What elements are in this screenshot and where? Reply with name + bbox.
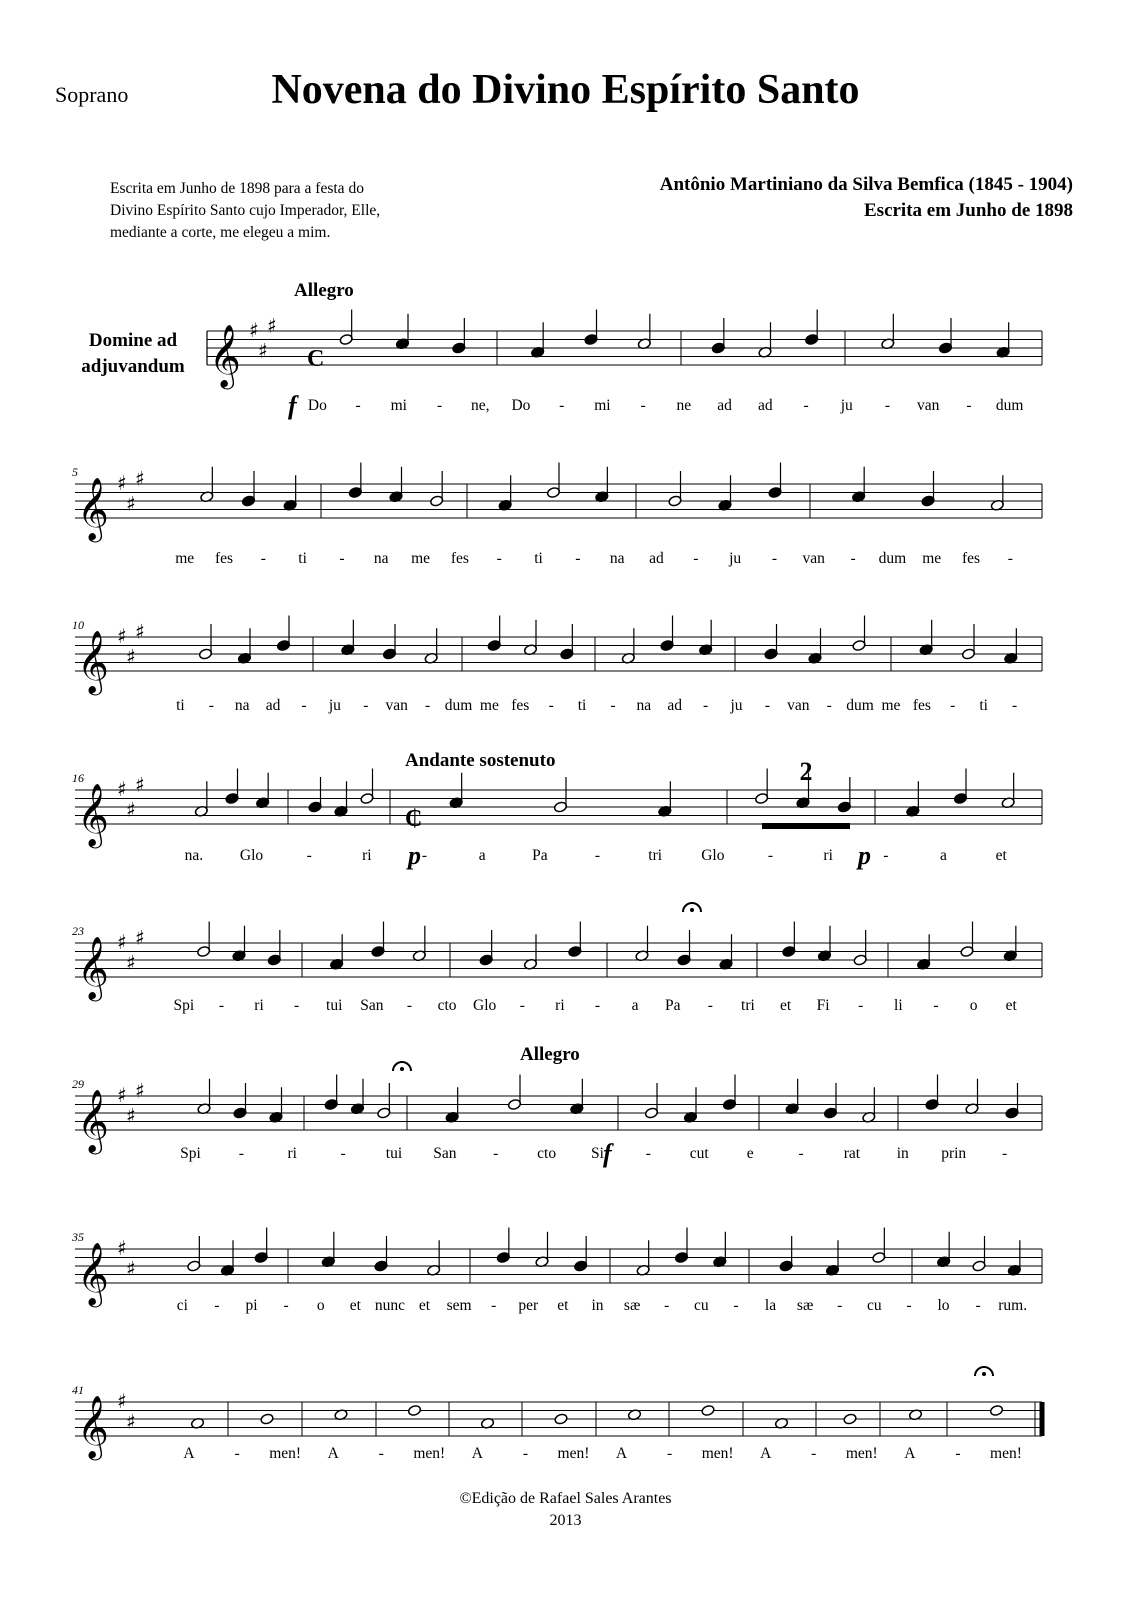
lyric-syllable: et	[418, 1297, 431, 1314]
lyric-syllable: -	[826, 697, 832, 714]
lyric-syllable: tui	[385, 1145, 403, 1162]
fermata-dot	[400, 1067, 404, 1071]
lyric-syllable: o	[969, 997, 978, 1014]
lyric-syllable: -	[933, 997, 939, 1014]
lyric-syllable: Pa	[532, 847, 548, 864]
lyric-syllable: la	[764, 1297, 777, 1314]
lyric-syllable: dum	[846, 697, 874, 714]
lyric-syllable: -	[884, 397, 891, 414]
lyric-syllable: ad	[265, 697, 281, 714]
lyric-syllable: tri	[648, 847, 663, 864]
measure-number: 16	[72, 771, 84, 785]
tempo-marking: Allegro	[294, 280, 354, 301]
key-sharp: ♯	[126, 1256, 136, 1281]
time-signature-cut: ₵	[405, 806, 423, 832]
lyric-syllable: A	[615, 1445, 628, 1462]
lyric-syllable: -	[1007, 550, 1013, 567]
key-sharp: ♯	[135, 466, 145, 491]
lyric-syllable: -	[798, 1145, 804, 1162]
lyric-syllable: -	[355, 397, 361, 414]
lyric-syllable: ri	[555, 997, 565, 1014]
lyric-syllable: -	[703, 697, 709, 714]
lyric-syllable: -	[575, 550, 581, 567]
tempo-marking: Allegro	[520, 1044, 580, 1065]
lyric-syllable: ti	[534, 550, 543, 567]
key-sharp: ♯	[117, 1082, 127, 1107]
lyric-syllable: -	[559, 397, 565, 414]
lyric-syllable: mi	[594, 397, 611, 414]
lyric-syllable: -	[883, 847, 889, 864]
lyric-syllable: van	[385, 697, 408, 714]
treble-clef: 𝄞	[77, 783, 109, 846]
lyric-syllable: men!	[701, 1445, 734, 1462]
lyric-syllable: -	[666, 1445, 673, 1462]
lyric-syllable: -	[491, 1297, 497, 1314]
lyric-syllable: -	[733, 1297, 739, 1314]
note-head	[989, 1404, 1003, 1416]
lyric-syllable: lo	[937, 1297, 950, 1314]
lyric-syllable: fes	[214, 550, 234, 567]
treble-clef: 𝄞	[77, 477, 109, 540]
key-sharp: ♯	[135, 1078, 145, 1103]
fermata-dot	[982, 1372, 986, 1376]
lyric-syllable: -	[218, 997, 224, 1014]
treble-clef: 𝄞	[77, 1089, 109, 1152]
lyric-syllable: li	[894, 997, 903, 1014]
key-sharp: ♯	[117, 470, 127, 495]
composer-name: Antônio Martiniano da Silva Bemfica (1845 - 1904)	[659, 174, 1073, 195]
lyric-syllable: -	[339, 550, 345, 567]
treble-clef: 𝄞	[77, 630, 109, 693]
lyric-syllable: ju	[328, 697, 341, 714]
lyric-syllable: men!	[413, 1445, 446, 1462]
lyric-syllable: et	[349, 1297, 361, 1314]
lyric-syllable: -	[771, 550, 778, 567]
lyric-syllable: A	[183, 1445, 195, 1462]
lyric-syllable: ti	[176, 697, 185, 714]
lyric-syllable: -	[645, 1145, 651, 1162]
lyric-syllable: Pa	[664, 997, 681, 1014]
dynamic-marking: f	[288, 391, 297, 420]
lyric-syllable: ju	[840, 397, 853, 414]
lyric-syllable: tri	[741, 997, 755, 1014]
lyric-syllable: et	[557, 1297, 569, 1314]
lyric-syllable: -	[664, 1297, 670, 1314]
lyric-syllable: -	[906, 1297, 912, 1314]
lyric-syllable: ri	[823, 847, 833, 864]
lyric-syllable: -	[425, 697, 431, 714]
lyric-syllable: a	[631, 997, 639, 1014]
lyric-syllable: -	[1011, 697, 1018, 714]
lyric-syllable: -	[301, 697, 307, 714]
lyric-syllable: ne	[676, 397, 692, 414]
lyric-syllable: men!	[845, 1445, 878, 1462]
lyric-syllable: -	[340, 1145, 346, 1162]
lyric-syllable: me	[411, 550, 431, 567]
composition-date: Escrita em Junho de 1898	[864, 200, 1073, 221]
lyric-syllable: -	[519, 997, 525, 1014]
lyric-syllable: rat	[843, 1145, 861, 1162]
key-sharp: ♯	[126, 644, 136, 669]
lyric-syllable: et	[1005, 997, 1017, 1014]
lyric-syllable: -	[1001, 1145, 1008, 1162]
lyric-syllable: Do	[307, 397, 327, 414]
key-sharp: ♯	[117, 776, 127, 801]
treble-clef: 𝄞	[77, 1395, 109, 1458]
multimeasure-rest	[762, 823, 850, 829]
measure-number: 10	[72, 618, 84, 632]
measure-number: 23	[72, 924, 84, 938]
lyric-syllable: -	[214, 1297, 220, 1314]
lyric-syllable: A	[327, 1445, 339, 1462]
lyric-syllable: ju	[730, 697, 743, 714]
measure-number: 5	[72, 465, 78, 479]
note-head	[407, 1404, 421, 1416]
treble-clef: 𝄞	[77, 1242, 109, 1305]
lyric-syllable: -	[707, 997, 713, 1014]
lyric-syllable: fes	[511, 697, 530, 714]
lyric-syllable: Glo	[701, 847, 725, 864]
lyric-syllable: Spi	[173, 997, 195, 1014]
lyric-syllable: sem	[446, 1297, 472, 1314]
lyric-syllable: -	[421, 847, 428, 864]
lyric-syllable: ti	[577, 697, 587, 714]
lyric-syllable: in	[896, 1145, 909, 1162]
lyric-syllable: fes	[450, 550, 469, 567]
lyric-syllable: -	[208, 697, 214, 714]
lyric-syllable: men!	[269, 1445, 302, 1462]
lyric-syllable: -	[764, 697, 770, 714]
lyric-syllable: ri	[362, 847, 372, 864]
edition-year: 2013	[549, 1512, 582, 1529]
lyric-syllable: prin	[941, 1145, 967, 1162]
lyric-syllable: Fi	[816, 997, 830, 1014]
lyric-syllable: van	[916, 397, 940, 414]
lyric-syllable: -	[858, 997, 864, 1014]
lyric-syllable: fes	[912, 697, 931, 714]
lyric-syllable: -	[436, 397, 443, 414]
lyric-syllable: -	[406, 997, 413, 1014]
lyric-syllable: van	[787, 697, 810, 714]
lyric-syllable: ad	[667, 697, 683, 714]
lyric-syllable: -	[260, 550, 266, 567]
lyric-syllable: -	[767, 847, 774, 864]
lyric-syllable: -	[610, 697, 616, 714]
lyric-syllable: ti	[298, 550, 307, 567]
lyric-syllable: ri	[254, 997, 264, 1014]
lyric-syllable: -	[234, 1445, 240, 1462]
treble-clef: 𝄞	[77, 936, 109, 999]
lyric-syllable: A	[471, 1445, 483, 1462]
lyric-syllable: na	[234, 697, 250, 714]
lyric-syllable: cu	[693, 1297, 709, 1314]
lyric-syllable: van	[802, 550, 825, 567]
lyric-syllable: -	[966, 397, 972, 414]
note-head	[260, 1413, 274, 1425]
lyric-syllable: -	[594, 997, 601, 1014]
lyric-syllable: A	[904, 1445, 916, 1462]
lyric-syllable: -	[594, 847, 601, 864]
instrument-label: Domine ad	[88, 330, 178, 351]
measure-number: 29	[72, 1077, 84, 1091]
lyric-syllable: na	[636, 697, 652, 714]
dynamic-marking: p	[408, 841, 421, 870]
lyric-syllable: -	[803, 397, 809, 414]
lyric-syllable: men!	[990, 1445, 1022, 1462]
note-line: mediante a corte, me elegeu a mim.	[110, 224, 331, 241]
lyric-syllable: na	[373, 550, 389, 567]
time-signature-common: C	[307, 346, 325, 372]
lyric-syllable: per	[518, 1297, 539, 1314]
lyric-syllable: rum.	[998, 1297, 1028, 1314]
lyric-syllable: a	[940, 847, 947, 864]
lyric-syllable: me	[175, 550, 195, 567]
lyric-syllable: me	[881, 697, 901, 714]
lyric-syllable: -	[950, 697, 956, 714]
lyric-syllable: ri	[287, 1145, 297, 1162]
key-sharp: ♯	[126, 1103, 136, 1128]
lyric-syllable: tui	[326, 997, 343, 1014]
key-sharp: ♯	[117, 1388, 127, 1413]
lyric-syllable: ad	[757, 397, 773, 414]
copyright-footer	[0, 1488, 1131, 1532]
lyric-syllable: -	[693, 550, 699, 567]
lyric-syllable: me	[479, 697, 499, 714]
lyric-syllable: A	[760, 1445, 772, 1462]
lyric-syllable: pi	[245, 1297, 258, 1314]
key-sharp: ♯	[126, 797, 136, 822]
lyric-syllable: me	[922, 550, 942, 567]
lyric-syllable: e	[746, 1145, 754, 1162]
lyric-syllable: -	[378, 1445, 384, 1462]
lyric-syllable: sæ	[796, 1297, 814, 1314]
note-head	[843, 1413, 857, 1425]
lyric-syllable: fes	[961, 550, 981, 567]
lyric-syllable: dum	[995, 397, 1024, 414]
key-sharp: ♯	[258, 338, 268, 363]
lyric-syllable: San	[360, 997, 384, 1014]
lyric-syllable: ci	[176, 1297, 188, 1314]
key-sharp: ♯	[126, 1409, 136, 1434]
key-sharp: ♯	[135, 772, 145, 797]
fermata-dot	[690, 908, 694, 912]
lyric-syllable: -	[811, 1445, 817, 1462]
part-name: Soprano	[55, 82, 129, 107]
lyric-syllable: Glo	[473, 997, 497, 1014]
lyric-syllable: -	[640, 397, 646, 414]
key-sharp: ♯	[135, 925, 145, 950]
lyric-syllable: ne,	[470, 397, 490, 414]
lyric-syllable: dum	[878, 550, 907, 567]
lyric-syllable: -	[837, 1297, 843, 1314]
lyric-syllable: ti	[979, 697, 988, 714]
lyric-syllable: Glo	[239, 847, 264, 864]
lyric-syllable: ju	[729, 550, 742, 567]
lyric-syllable: et	[779, 997, 792, 1014]
lyric-syllable: na	[609, 550, 625, 567]
lyric-syllable: Si	[591, 1145, 604, 1162]
lyric-syllable: -	[493, 1145, 499, 1162]
lyric-syllable: -	[975, 1297, 981, 1314]
note-line: Divino Espírito Santo cujo Imperador, Elle,	[110, 202, 381, 219]
dynamic-marking: p	[858, 841, 871, 870]
lyric-syllable: in	[591, 1297, 604, 1314]
key-sharp: ♯	[126, 491, 136, 516]
lyric-syllable: -	[548, 697, 554, 714]
key-sharp: ♯	[117, 623, 127, 648]
note-line: Escrita em Junho de 1898 para a festa do	[110, 180, 364, 197]
multirest-count: 2	[799, 757, 813, 786]
lyric-syllable: na.	[184, 847, 204, 864]
lyric-syllable: dum	[444, 697, 473, 714]
edition-credit: ©Edição de Rafael Sales Arantes	[459, 1490, 672, 1507]
lyric-syllable: Spi	[180, 1145, 201, 1162]
instrument-label: adjuvandum	[81, 356, 185, 377]
lyric-syllable: nunc	[374, 1297, 405, 1314]
key-sharp: ♯	[135, 619, 145, 644]
lyric-syllable: -	[283, 1297, 289, 1314]
lyric-syllable: -	[363, 697, 369, 714]
note-head	[554, 1413, 568, 1425]
note-head	[701, 1404, 715, 1416]
lyric-syllable: cu	[866, 1297, 882, 1314]
treble-clef: 𝄞	[209, 324, 241, 387]
lyric-syllable: cut	[689, 1145, 709, 1162]
key-sharp: ♯	[267, 313, 277, 338]
key-sharp: ♯	[249, 317, 259, 342]
lyric-syllable: ad	[649, 550, 664, 567]
lyric-syllable: -	[850, 550, 856, 567]
tempo-marking: Andante sostenuto	[405, 750, 556, 771]
lyric-syllable: a	[478, 847, 486, 864]
measure-number: 35	[72, 1230, 84, 1244]
lyric-syllable: -	[522, 1445, 529, 1462]
lyric-syllable: ad	[717, 397, 732, 414]
measure-number: 41	[72, 1383, 84, 1397]
lyric-syllable: San	[433, 1145, 457, 1162]
key-sharp: ♯	[117, 1235, 127, 1260]
lyric-syllable: -	[306, 847, 312, 864]
key-sharp: ♯	[126, 950, 136, 975]
lyric-syllable: sæ	[623, 1297, 641, 1314]
key-sharp: ♯	[117, 929, 127, 954]
lyric-syllable: men!	[557, 1445, 590, 1462]
lyric-syllable: o	[316, 1297, 325, 1314]
lyric-syllable: cto	[537, 1145, 557, 1162]
lyric-syllable: mi	[390, 397, 407, 414]
lyric-syllable: et	[995, 847, 1007, 864]
lyric-syllable: cto	[437, 997, 457, 1014]
lyric-syllable: -	[294, 997, 300, 1014]
lyric-syllable: -	[496, 550, 502, 567]
page-title: Novena do Divino Espírito Santo	[271, 67, 860, 113]
lyric-syllable: Do	[511, 397, 531, 414]
lyric-syllable: -	[955, 1445, 961, 1462]
dynamic-marking: f	[603, 1139, 612, 1168]
lyric-syllable: -	[238, 1145, 244, 1162]
